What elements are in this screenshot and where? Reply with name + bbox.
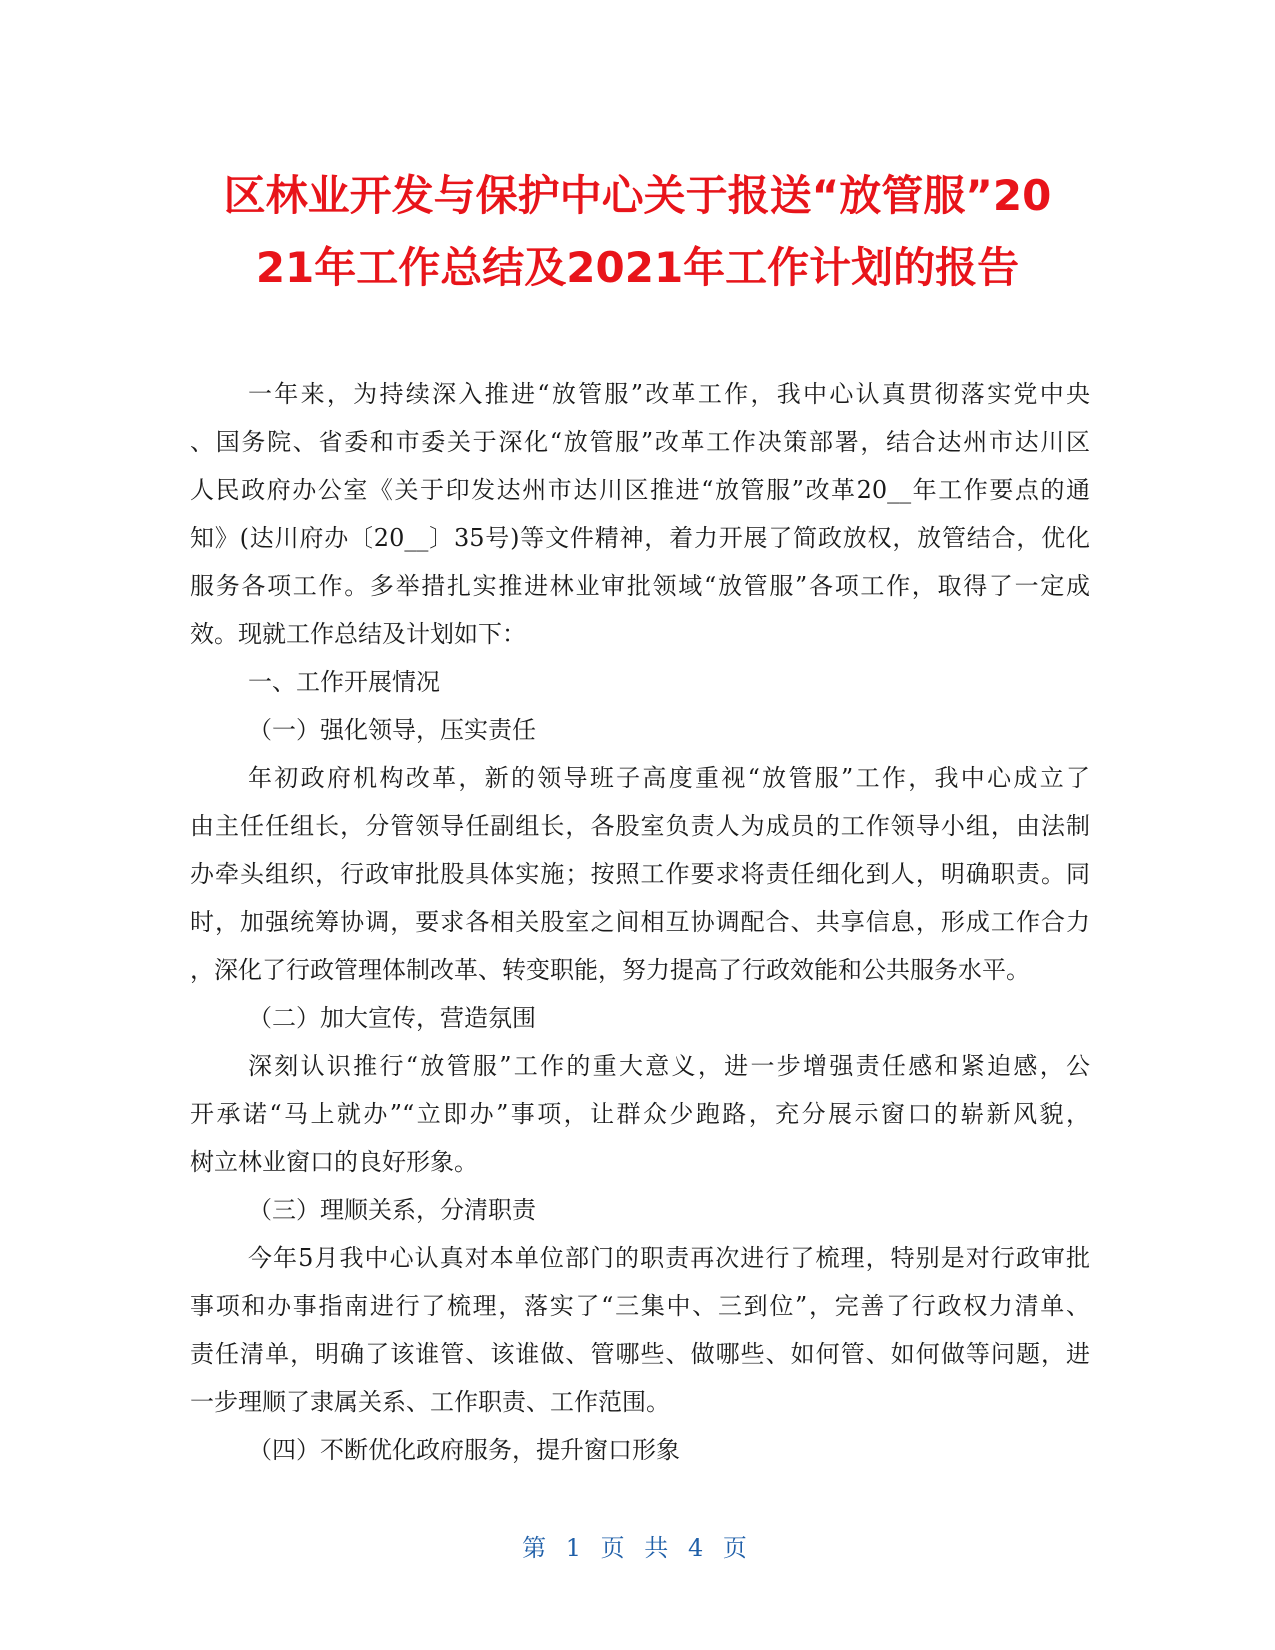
paragraph-line: 责任清单，明确了该谁管、该谁做、管哪些、做哪些、如何管、如何做等问题，进 [190, 1340, 1090, 1368]
paragraph-line: 人民政府办公室《关于印发达州市达川区推进“放管服”改革20__年工作要点的通 [190, 476, 1090, 504]
paragraph-line: ，深化了行政管理体制改革、转变职能，努力提高了行政效能和公共服务水平。 [190, 956, 1030, 984]
paragraph-line: 事项和办事指南进行了梳理，落实了“三集中、三到位”，完善了行政权力清单、 [190, 1292, 1090, 1320]
paragraph-line: 服务各项工作。多举措扎实推进林业审批领域“放管服”各项工作，取得了一定成 [190, 572, 1090, 600]
paragraph-line: 树立林业窗口的良好形象。 [190, 1148, 478, 1176]
paragraph-line: 深刻认识推行“放管服”工作的重大意义，进一步增强责任感和紧迫感，公 [248, 1052, 1090, 1080]
paragraph-line: 知》(达川府办〔20__〕35号)等文件精神，着力开展了简政放权，放管结合，优化 [190, 524, 1090, 552]
paragraph-line: 由主任任组长，分管领导任副组长，各股室负责人为成员的工作领导小组，由法制 [190, 812, 1090, 840]
paragraph-line: 办牵头组织，行政审批股具体实施；按照工作要求将责任细化到人，明确职责。同 [190, 860, 1090, 888]
page-footer: 第 1 页 共 4 页 [522, 1534, 753, 1562]
paragraph-line: 、国务院、省委和市委关于深化“放管服”改革工作决策部署，结合达州市达川区 [190, 428, 1090, 456]
subsection-heading: （一）强化领导，压实责任 [248, 716, 536, 744]
title-line-2: 21年工作总结及2021年工作计划的报告 [255, 243, 1020, 292]
title-line-1: 区林业开发与保护中心关于报送“放管服”20 [223, 171, 1052, 220]
paragraph-line: 开承诺“马上就办”“立即办”事项，让群众少跑路，充分展示窗口的崭新风貌， [190, 1100, 1090, 1128]
subsection-heading: （三）理顺关系，分清职责 [248, 1196, 536, 1224]
document-body [190, 370, 1090, 1474]
subsection-heading: （四）不断优化政府服务，提升窗口形象 [248, 1436, 680, 1464]
document-title [170, 160, 1105, 304]
paragraph-line: 今年5月我中心认真对本单位部门的职责再次进行了梳理，特别是对行政审批 [248, 1244, 1090, 1272]
section-heading: 一、工作开展情况 [248, 668, 440, 696]
subsection-heading: （二）加大宣传，营造氛围 [248, 1004, 536, 1032]
paragraph-line: 年初政府机构改革，新的领导班子高度重视“放管服”工作，我中心成立了 [248, 764, 1090, 792]
paragraph-line: 一年来，为持续深入推进“放管服”改革工作，我中心认真贯彻落实党中央 [248, 380, 1090, 408]
paragraph-line: 效。现就工作总结及计划如下： [190, 620, 526, 648]
paragraph-line: 时，加强统筹协调，要求各相关股室之间相互协调配合、共享信息，形成工作合力 [190, 908, 1090, 936]
paragraph-line: 一步理顺了隶属关系、工作职责、工作范围。 [190, 1388, 670, 1416]
